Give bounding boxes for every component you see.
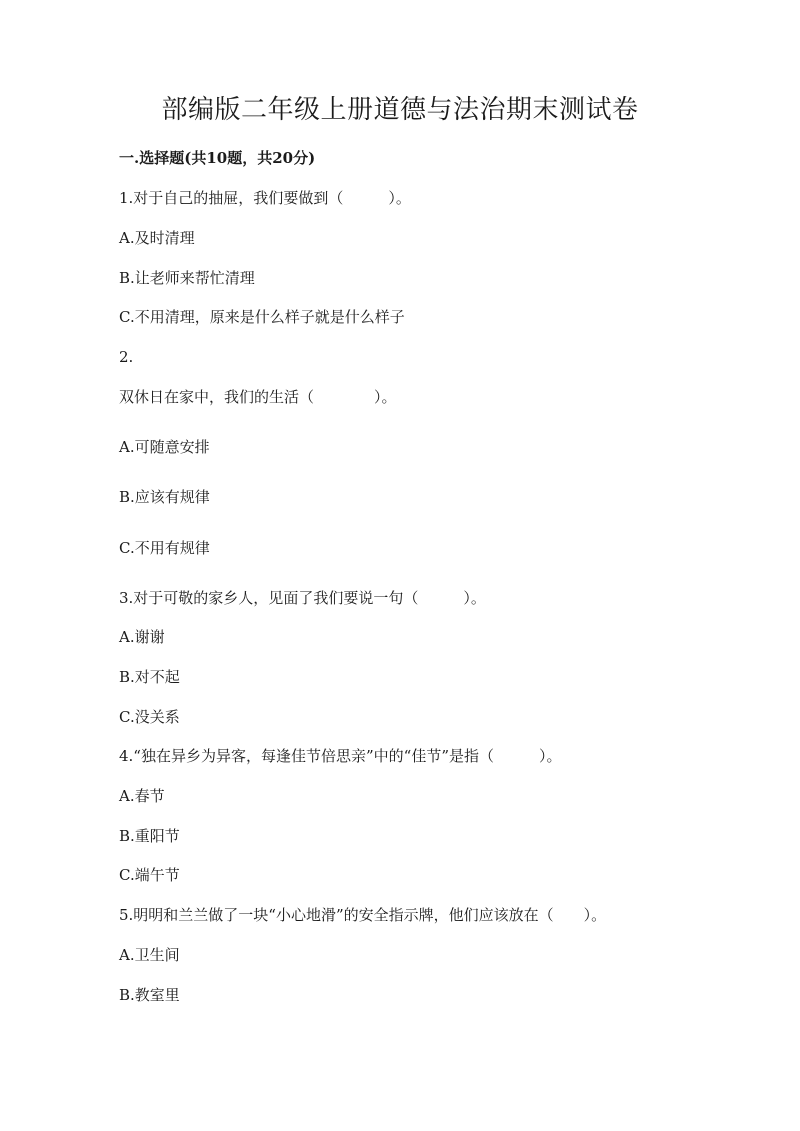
question-2-option-c: C.不用有规律: [119, 539, 210, 557]
question-1-option-a: A.及时清理: [119, 229, 195, 247]
question-5-option-a: A.卫生间: [119, 946, 180, 964]
question-3-stem: 3.对于可敬的家乡人，见面了我们要说一句（ ）。: [119, 589, 486, 607]
question-3-option-c: C.没关系: [119, 708, 180, 726]
page-title: 部编版二年级上册道德与法治期末测试卷: [161, 95, 639, 125]
question-4-option-a: A.春节: [119, 787, 165, 805]
question-3-option-b: B.对不起: [119, 668, 180, 686]
question-2-option-a: A.可随意安排: [119, 438, 210, 456]
question-4-stem: 4.“独在异乡为异客，每逢佳节倍思亲”中的“佳节”是指（ ）。: [119, 747, 562, 765]
question-2-option-b: B.应该有规律: [119, 488, 210, 506]
question-1-option-c: C.不用清理，原来是什么样子就是什么样子: [119, 308, 405, 326]
question-4-option-c: C.端午节: [119, 866, 180, 884]
question-2-number: 2.: [119, 348, 134, 366]
question-1-stem: 1.对于自己的抽屉，我们要做到（ ）。: [119, 189, 411, 207]
question-4-option-b: B.重阳节: [119, 827, 180, 845]
question-3-option-a: A.谢谢: [119, 628, 165, 646]
question-5-option-b: B.教室里: [119, 986, 180, 1004]
question-2-stem: 双休日在家中，我们的生活（ ）。: [119, 388, 397, 406]
section-heading: 一.选择题(共10题，共20分): [119, 149, 316, 167]
question-1-option-b: B.让老师来帮忙清理: [119, 269, 255, 287]
question-5-stem: 5.明明和兰兰做了一块“小心地滑”的安全指示牌，他们应该放在（ ）。: [119, 906, 607, 924]
